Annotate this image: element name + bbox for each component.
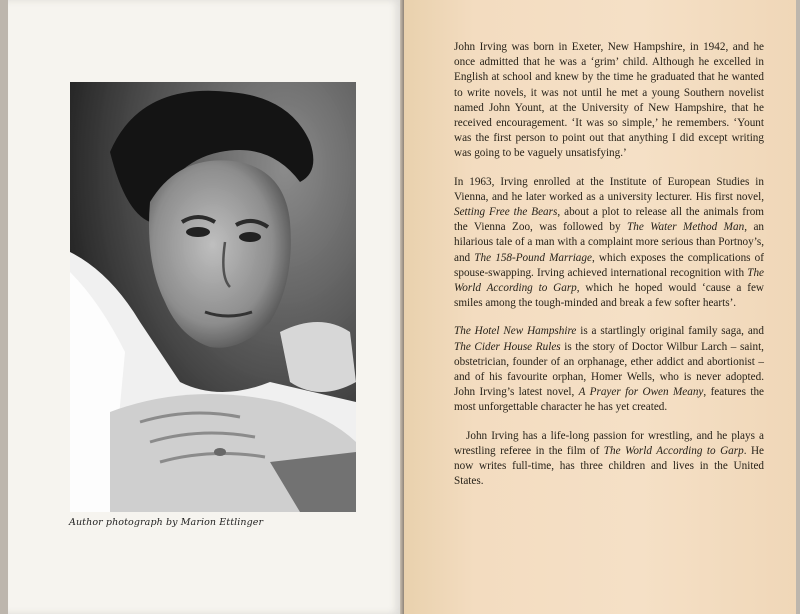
book-title: The World According to Garp	[454, 266, 764, 295]
bio-text: , which he hoped would ‘cause a few smiles among the tough-minded and break a few softer hearts’.	[454, 282, 764, 310]
bio-paragraph	[454, 40, 764, 162]
photo-caption: Author photograph by Marion Ettlinger	[69, 517, 264, 528]
bio-text: John Irving was born in Exeter, New Hampshire, in 1942, and he once admitted that he was a ‘grim’ child. Although he excelled in English at school and knew by the time he graduated that he wanted to write novels, it was not until he met a young Southern novelist named John Yount, at the University of New Hampshire, that he received encouragement. ‘It was so simple,’ he remembers. ‘Yount was the first person to point out that anything I did except writing was going to be vaguely unsatisfying.’	[454, 41, 764, 160]
bio-text: , about a plot to release all the animals from the Vienna Zoo, was followed by	[454, 206, 765, 234]
bio-text: . He now writes full-time, has three children and lives in the United States.	[454, 444, 764, 488]
author-biography	[454, 40, 764, 502]
bio-text: , an hilarious tale of a man with a complaint more serious than Portnoy’s, and	[454, 221, 765, 264]
book-title: A Prayer for Owen Meany	[578, 386, 704, 399]
book-title: The Water Method Man	[627, 221, 745, 234]
bio-text: John Irving has a life-long passion for wrestling, and he plays a wrestling referee in the film of	[454, 429, 764, 457]
book-title: The Cider House Rules	[454, 340, 561, 353]
author-portrait-image	[70, 82, 356, 512]
bio-text: In 1963, Irving enrolled at the Institute of European Studies in Vienna, and he later worked as a university lecturer. His first novel,	[454, 175, 764, 203]
bio-text: is the story of Doctor Wilbur Larch – saint, obstetrician, founder of an orphanage, ether addict and abortionist – and of his favourite orphan, Homer Wells, who is never adopted. John Irving’s latest novel,	[454, 340, 764, 399]
book-title: The 158-Pound Marriage	[474, 251, 592, 264]
bio-paragraph	[454, 429, 764, 490]
bio-paragraph	[454, 324, 764, 415]
book-title: The World According to Garp	[603, 444, 744, 457]
book-title: Setting Free the Bears	[454, 206, 558, 219]
bio-paragraph	[454, 175, 764, 312]
left-page	[8, 0, 402, 614]
book-title: The Hotel New Hampshire	[454, 325, 577, 338]
bio-text: is a startlingly original family saga, and	[576, 325, 764, 338]
bio-text: , features the most unforgettable character he has yet created.	[454, 386, 764, 414]
bio-text: , which exposes the complications of spouse-swapping. Irving achieved international recognition with	[454, 251, 764, 279]
author-photo	[70, 82, 356, 512]
